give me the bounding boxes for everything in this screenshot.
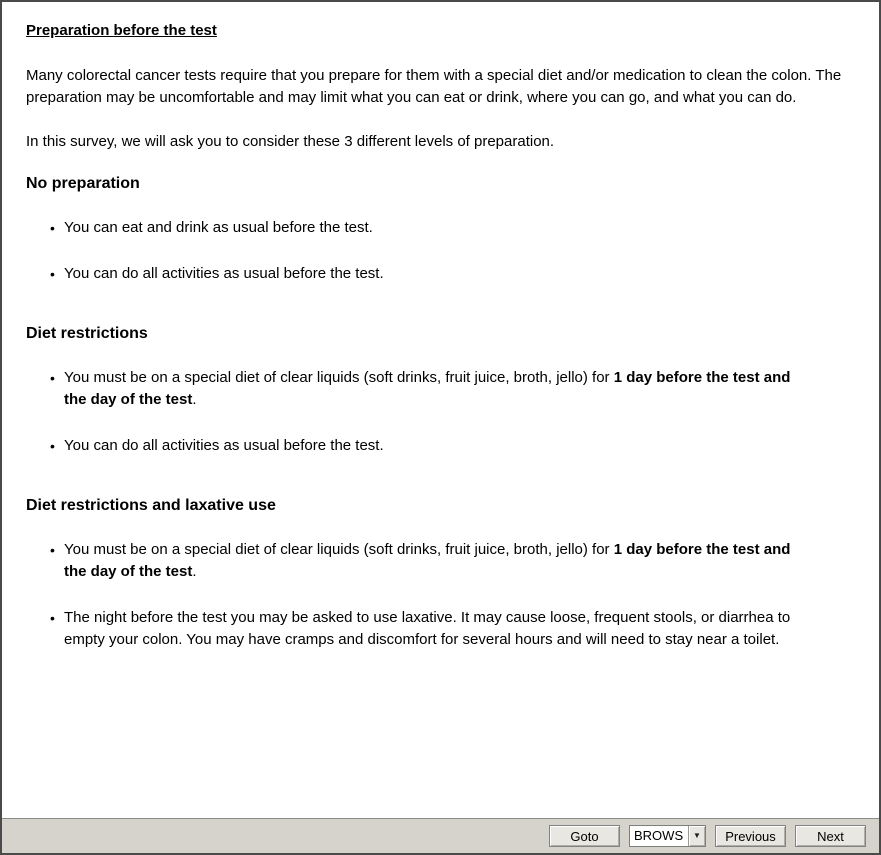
bullet-text: You can eat and drink as usual before the test. — [64, 219, 373, 236]
section-heading: Diet restrictions and laxative use — [26, 497, 276, 514]
bullet-icon: • — [50, 370, 55, 386]
bullet-item — [26, 263, 869, 285]
previous-button[interactable]: Previous — [715, 825, 786, 847]
bullet-text: You must be on a special diet of clear liquids (soft drinks, fruit juice, broth, jello) for 1 day before the test and the day of the test. — [64, 369, 791, 408]
bullet-item — [26, 539, 869, 583]
navigation-toolbar — [2, 818, 879, 853]
next-button[interactable]: Next — [795, 825, 866, 847]
sections — [26, 175, 869, 651]
bullet-icon: • — [50, 610, 55, 626]
bullet-text: You can do all activities as usual before the test. — [64, 265, 384, 282]
bullet-item — [26, 435, 869, 457]
bullet-icon: • — [50, 220, 55, 236]
survey-page-content — [2, 2, 879, 818]
intro-paragraph-1: Many colorectal cancer tests require that you prepare for them with a special diet and/or medication to clean the colon. The preparation may be uncomfortable and may limit what you can eat or drink, where you can go, and what you can do. — [26, 67, 842, 106]
section — [26, 175, 869, 285]
bullet-icon: • — [50, 542, 55, 558]
chevron-down-icon[interactable]: ▼ — [688, 826, 705, 846]
bullet-item — [26, 607, 869, 651]
section — [26, 497, 869, 651]
bullet-icon: • — [50, 438, 55, 454]
section — [26, 325, 869, 457]
bullet-text: The night before the test you may be asked to use laxative. It may cause loose, frequent stools, or diarrhea to empty your colon. You may have cramps and discomfort for several hours and will need to stay near a toilet. — [64, 609, 791, 648]
browse-mode-value: BROWS — [630, 826, 688, 846]
bullet-text: You must be on a special diet of clear liquids (soft drinks, fruit juice, broth, jello) for 1 day before the test and the day of the test. — [64, 541, 791, 580]
bullet-item — [26, 367, 869, 411]
section-heading: Diet restrictions — [26, 325, 148, 342]
bullet-item — [26, 217, 869, 239]
browse-mode-dropdown[interactable] — [629, 825, 706, 847]
goto-button[interactable]: Goto — [549, 825, 620, 847]
page-title: Preparation before the test — [26, 22, 217, 39]
bullet-icon: • — [50, 266, 55, 282]
intro-paragraph-2: In this survey, we will ask you to consider these 3 different levels of preparation. — [26, 133, 555, 150]
bullet-text: You can do all activities as usual before the test. — [64, 437, 384, 454]
section-heading: No preparation — [26, 175, 140, 192]
